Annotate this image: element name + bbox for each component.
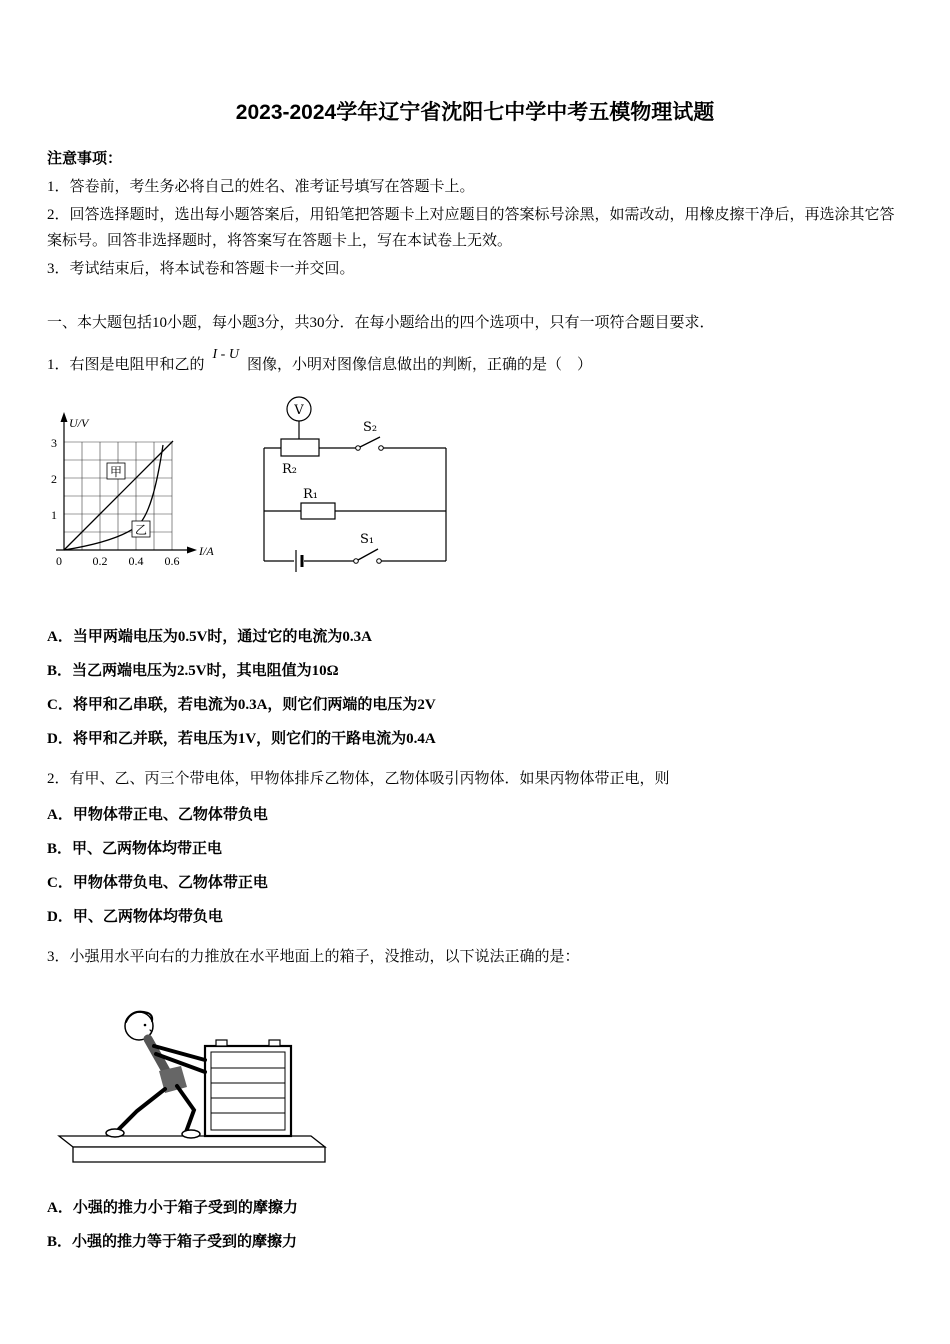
- question-1-option-c: C．将甲和乙串联，若电流为0.3A，则它们两端的电压为2V: [47, 697, 436, 713]
- pushing-box-illustration: [53, 984, 338, 1180]
- switch-s1-label: S₁: [360, 532, 375, 547]
- x-tick-06: 0.6: [164, 554, 180, 568]
- curve-jia-label: 甲: [109, 465, 123, 479]
- y-tick-3: 3: [51, 436, 57, 450]
- note-item-3: 3．考试结束后，将本试卷和答题卡一并交回。: [47, 261, 355, 277]
- person-front-leg: [177, 1086, 194, 1132]
- y-axis-arrow-icon: [61, 412, 68, 422]
- person-eye: [144, 1024, 147, 1027]
- question-1-figure: [39, 393, 905, 605]
- iu-graph: [39, 407, 251, 603]
- switch-s2-icon: [356, 437, 384, 450]
- question-2-option-d: D．甲、乙两物体均带负电: [47, 909, 223, 925]
- person-back-foot: [106, 1129, 124, 1137]
- question-1-stem-after: 图像，小明对图像信息做出的判断，正确的是（ ）: [246, 357, 592, 373]
- note-item-1: 1．答卷前，考生务必将自己的姓名、准考证号填写在答题卡上。: [47, 179, 475, 195]
- curve-jia: [64, 441, 173, 550]
- iu-formula-label: I - U: [212, 347, 239, 362]
- section-1-heading: 一、本大题包括10小题，每小题3分，共30分．在每小题给出的四个选项中，只有一项符合题目要求．: [47, 315, 715, 331]
- voltmeter-label: V: [294, 403, 304, 418]
- origin-tick: 0: [56, 554, 62, 568]
- person-front-foot: [182, 1130, 200, 1138]
- question-3-stem: 3．小强用水平向右的力推放在水平地面上的箱子，没推动，以下说法正确的是：: [47, 949, 580, 965]
- notes-heading: 注意事项：: [47, 151, 123, 167]
- battery-icon: [296, 550, 302, 572]
- y-axis-label: U/V: [69, 416, 89, 430]
- question-1-stem: [47, 347, 905, 379]
- x-axis-arrow-icon: [187, 547, 197, 554]
- x-tick-04: 0.4: [128, 554, 144, 568]
- switch-s2-label: S₂: [363, 420, 378, 435]
- question-1-option-b: B．当乙两端电压为2.5V时，其电阻值为10Ω: [47, 663, 339, 679]
- switch-s1-icon: [354, 549, 382, 563]
- question-2-option-c: C．甲物体带负电、乙物体带正电: [47, 875, 268, 891]
- question-3-option-a: A．小强的推力小于箱子受到的摩擦力: [47, 1200, 298, 1216]
- exam-content: [0, 146, 950, 1253]
- resistor-r2-box: [281, 439, 319, 456]
- curve-yi-label: 乙: [134, 523, 148, 537]
- question-2-option-a: A．甲物体带正电、乙物体带负电: [47, 807, 268, 823]
- resistor-r1-label: R₁: [303, 487, 318, 502]
- crate: [205, 1040, 291, 1136]
- x-tick-02: 0.2: [92, 554, 108, 568]
- question-3-option-b: B．小强的推力等于箱子受到的摩擦力: [47, 1234, 298, 1250]
- resistor-r1-box: [301, 503, 335, 519]
- note-item-2: 2．回答选择题时，选出每小题答案后，用铅笔把答题卡上对应题目的答案标号涂黑，如需改动，用橡皮擦干净后，再选涂其它答案标号。回答非选择题时，将答案写在答题卡上，写在本试卷上无效。: [47, 207, 895, 249]
- question-1-stem-before: 1．右图是电阻甲和乙的: [47, 357, 205, 373]
- resistor-r2-label: R₂: [282, 462, 297, 477]
- question-1-option-d: D．将甲和乙并联，若电压为1V，则它们的干路电流为0.4A: [47, 731, 436, 747]
- page-title: 2023-2024学年辽宁省沈阳七中学中考五模物理试题: [235, 101, 715, 124]
- circuit-diagram: [255, 393, 455, 577]
- x-axis-label: I/A: [199, 544, 214, 558]
- question-1-option-a: A．当甲两端电压为0.5V时，通过它的电流为0.3A: [47, 629, 372, 645]
- question-2-option-b: B．甲、乙两物体均带正电: [47, 841, 223, 857]
- question-2-stem: 2．有甲、乙、丙三个带电体，甲物体排斥乙物体，乙物体吸引丙物体．如果丙物体带正电，则: [47, 771, 670, 787]
- person-pushing: [106, 1012, 205, 1138]
- y-tick-2: 2: [51, 472, 57, 486]
- y-tick-1: 1: [51, 508, 57, 522]
- graph-axes: [56, 419, 189, 550]
- person-back-leg: [119, 1089, 165, 1129]
- ground-platform: [59, 1136, 325, 1162]
